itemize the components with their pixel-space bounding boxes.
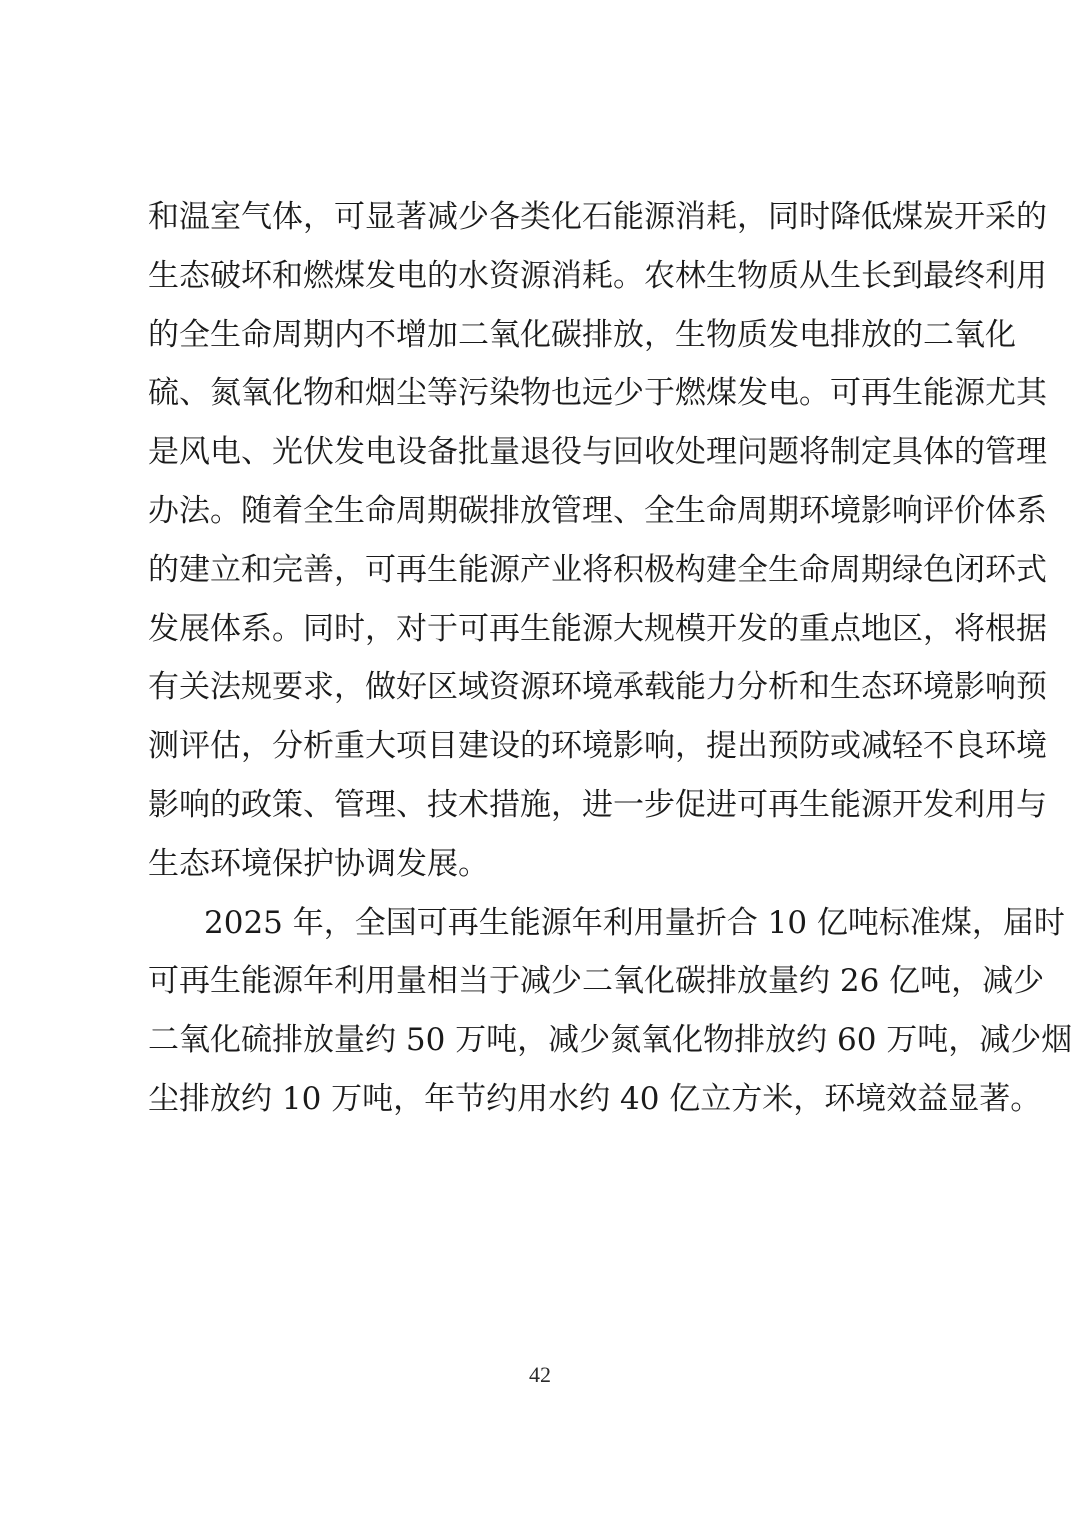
text-line: 的全生命周期内不增加二氧化碳排放，生物质发电排放的二氧化 [148,316,1016,353]
text-line: 生态破坏和燃煤发电的水资源消耗。农林生物质从生长到最终利用 [148,257,1047,294]
page-number: 42 [529,1362,551,1387]
text-line: 2025 年，全国可再生能源年利用量折合 10 亿吨标准煤，届时 [204,904,1065,941]
text-line: 有关法规要求，做好区域资源环境承载能力分析和生态环境影响预 [148,669,1047,706]
text-line: 办法。随着全生命周期碳排放管理、全生命周期环境影响评价体系 [148,492,1047,529]
text-line: 的建立和完善，可再生能源产业将积极构建全生命周期绿色闭环式 [148,551,1047,588]
body-text [148,188,1073,1129]
text-line: 硫、氮氧化物和烟尘等污染物也远少于燃煤发电。可再生能源尤其 [148,375,1047,412]
text-line: 测评估，分析重大项目建设的环境影响，提出预防或减轻不良环境 [148,728,1047,765]
text-line: 可再生能源年利用量相当于减少二氧化碳排放量约 26 亿吨，减少 [148,963,1045,1000]
text-line: 二氧化硫排放量约 50 万吨，减少氮氧化物排放约 60 万吨，减少烟 [148,1022,1073,1059]
paragraph-1 [148,188,1047,894]
text-line: 和温室气体，可显著减少各类化石能源消耗，同时降低煤炭开采的 [148,199,1047,235]
text-line: 是风电、光伏发电设备批量退役与回收处理问题将制定具体的管理 [148,434,1047,471]
text-line: 尘排放约 10 万吨，年节约用水约 40 亿立方米，环境效益显著。 [148,1080,1042,1117]
text-line: 生态环境保护协调发展。 [148,845,489,882]
text-line: 发展体系。同时，对于可再生能源大规模开发的重点地区，将根据 [148,610,1047,647]
paragraph-2 [148,894,1073,1129]
text-line: 影响的政策、管理、技术措施，进一步促进可再生能源开发利用与 [148,786,1047,823]
